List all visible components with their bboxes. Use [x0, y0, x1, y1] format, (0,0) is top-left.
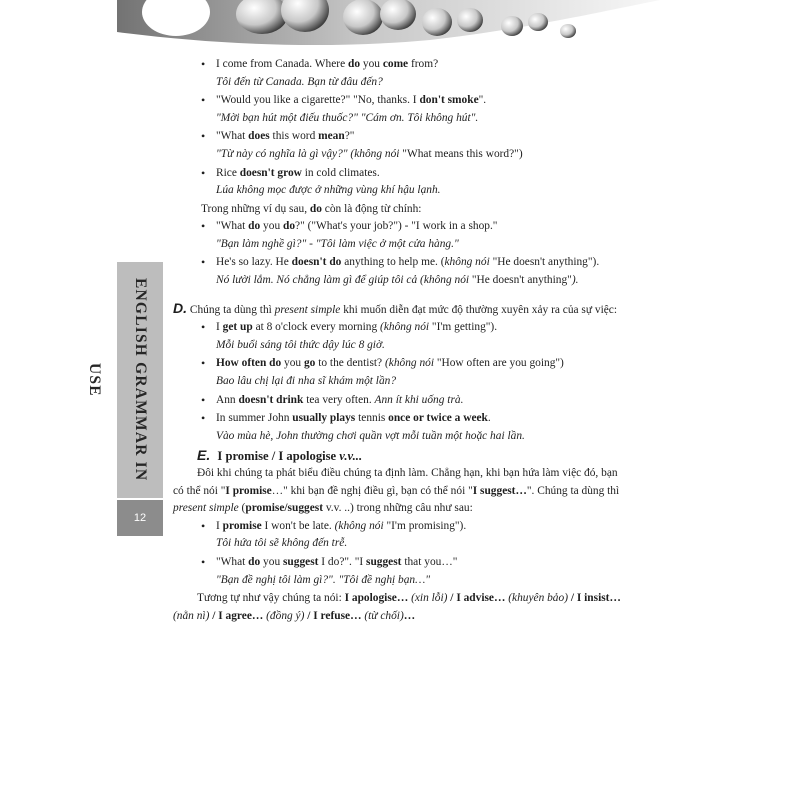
side-tab: [86, 262, 163, 498]
translation: Mỗi buổi sáng tôi thức dậy lúc 8 giờ.: [216, 338, 385, 351]
list-item: • I promise I won't be late. (không nói "I'm promising"). Tôi hứa tôi sẽ không đến trễ.: [173, 518, 625, 553]
translation: Tôi đến từ Canada. Bạn từ đâu đến?: [216, 75, 383, 88]
section-e-label: E.: [197, 447, 211, 464]
example-list-2: [173, 218, 625, 289]
section-e-title: E. I promise / I apologise v.v...: [197, 447, 363, 464]
section-e-closing: Tương tự như vậy chúng ta nói: I apologise… (xin lỗi) / I advise… (khuyên bảo) / I insist… (nằn nì) / I agree… (đồng ý) / I refuse… (từ chối)…: [173, 592, 621, 622]
example-list-1: [173, 56, 625, 200]
section-d-label: D.: [173, 299, 187, 316]
do-intro: Trong những ví dụ sau, do còn là động từ chính:: [201, 202, 422, 215]
translation: "Bạn làm nghề gì?" - "Tôi làm việc ở một cửa hàng.": [216, 237, 459, 250]
section-e-list: [173, 518, 625, 589]
list-item: • "What does this word mean?" "Từ này có nghĩa là gì vậy?" (không nói "What means this word?"): [173, 128, 625, 163]
translation: Nó lười lắm. Nó chẳng làm gì để giúp tôi cả (không nói "He doesn't anything").: [216, 273, 579, 286]
section-d-intro: D. Chúng ta dùng thì present simple khi muốn diễn đạt mức độ thường xuyên xảy ra của sự việc:: [173, 299, 618, 316]
header-decoration: [0, 0, 790, 60]
list-item: • Rice doesn't grow in cold climates. Lúa không mọc được ở những vùng khí hậu lạnh.: [173, 165, 625, 200]
list-item: • "Would you like a cigarette?" "No, thanks. I don't smoke". "Mời bạn hút một điếu thuốc?" "Cám ơn. Tôi không hút".: [173, 92, 625, 127]
list-item: • How often do you go to the dentist? (không nói "How often are you going") Bao lâu chị lại đi nha sĩ khám một lần?: [173, 355, 625, 390]
list-item: • "What do you suggest I do?". "I suggest that you…" "Bạn đề nghị tôi làm gì?". "Tôi đề nghị bạn…": [173, 554, 625, 589]
section-e-paragraph: Đôi khi chúng ta phát biểu điều chúng ta định làm. Chẳng hạn, khi bạn hứa làm việc đó, bạn có thể nói "I promise…" khi bạn đề nghị điều gì, bạn có thể nói "I suggest…". Chúng ta dùng thì present simple (promise/suggest v.v. ..) trong những câu như sau:: [173, 467, 620, 515]
list-item: • "What do you do?" ("What's your job?") - "I work in a shop." "Bạn làm nghề gì?" - "Tôi làm việc ở một cửa hàng.": [173, 218, 625, 253]
book-title: ENGLISH GRAMMAR IN USE: [86, 278, 149, 482]
translation: Tôi hứa tôi sẽ không đến trễ.: [216, 537, 348, 550]
list-item: • I come from Canada. Where do you come from? Tôi đến từ Canada. Bạn từ đâu đến?: [173, 56, 625, 91]
translation: Bao lâu chị lại đi nha sĩ khám một lần?: [216, 374, 397, 387]
translation: Vào mùa hè, John thường chơi quần vợt mỗi tuần một hoặc hai lần.: [216, 429, 525, 442]
list-item: • Ann doesn't drink tea very often. Ann ít khi uống trà.: [173, 392, 625, 410]
translation: "Mời bạn hút một điếu thuốc?" "Cám ơn. Tôi không hút".: [216, 111, 479, 124]
list-item: • In summer John usually plays tennis once or twice a week. Vào mùa hè, John thường chơi quần vợt mỗi tuần một hoặc hai lần.: [173, 410, 625, 445]
page-number: 12: [117, 500, 163, 536]
translation: "Từ này có nghĩa là gì vậy?" (không nói "What means this word?"): [216, 147, 523, 160]
page-content: [173, 56, 625, 625]
translation: "Bạn đề nghị tôi làm gì?". "Tôi đề nghị bạn…": [216, 573, 431, 586]
list-item: • I get up at 8 o'clock every morning (không nói "I'm getting"). Mỗi buổi sáng tôi thức dậy lúc 8 giờ.: [173, 319, 625, 354]
section-d-list: [173, 319, 625, 445]
translation: Lúa không mọc được ở những vùng khí hậu lạnh.: [216, 184, 441, 197]
list-item: • He's so lazy. He doesn't do anything to help me. (không nói "He doesn't anything"). Nó lười lắm. Nó chẳng làm gì để giúp tôi cả (không nói "He doesn't anything").: [173, 254, 625, 289]
